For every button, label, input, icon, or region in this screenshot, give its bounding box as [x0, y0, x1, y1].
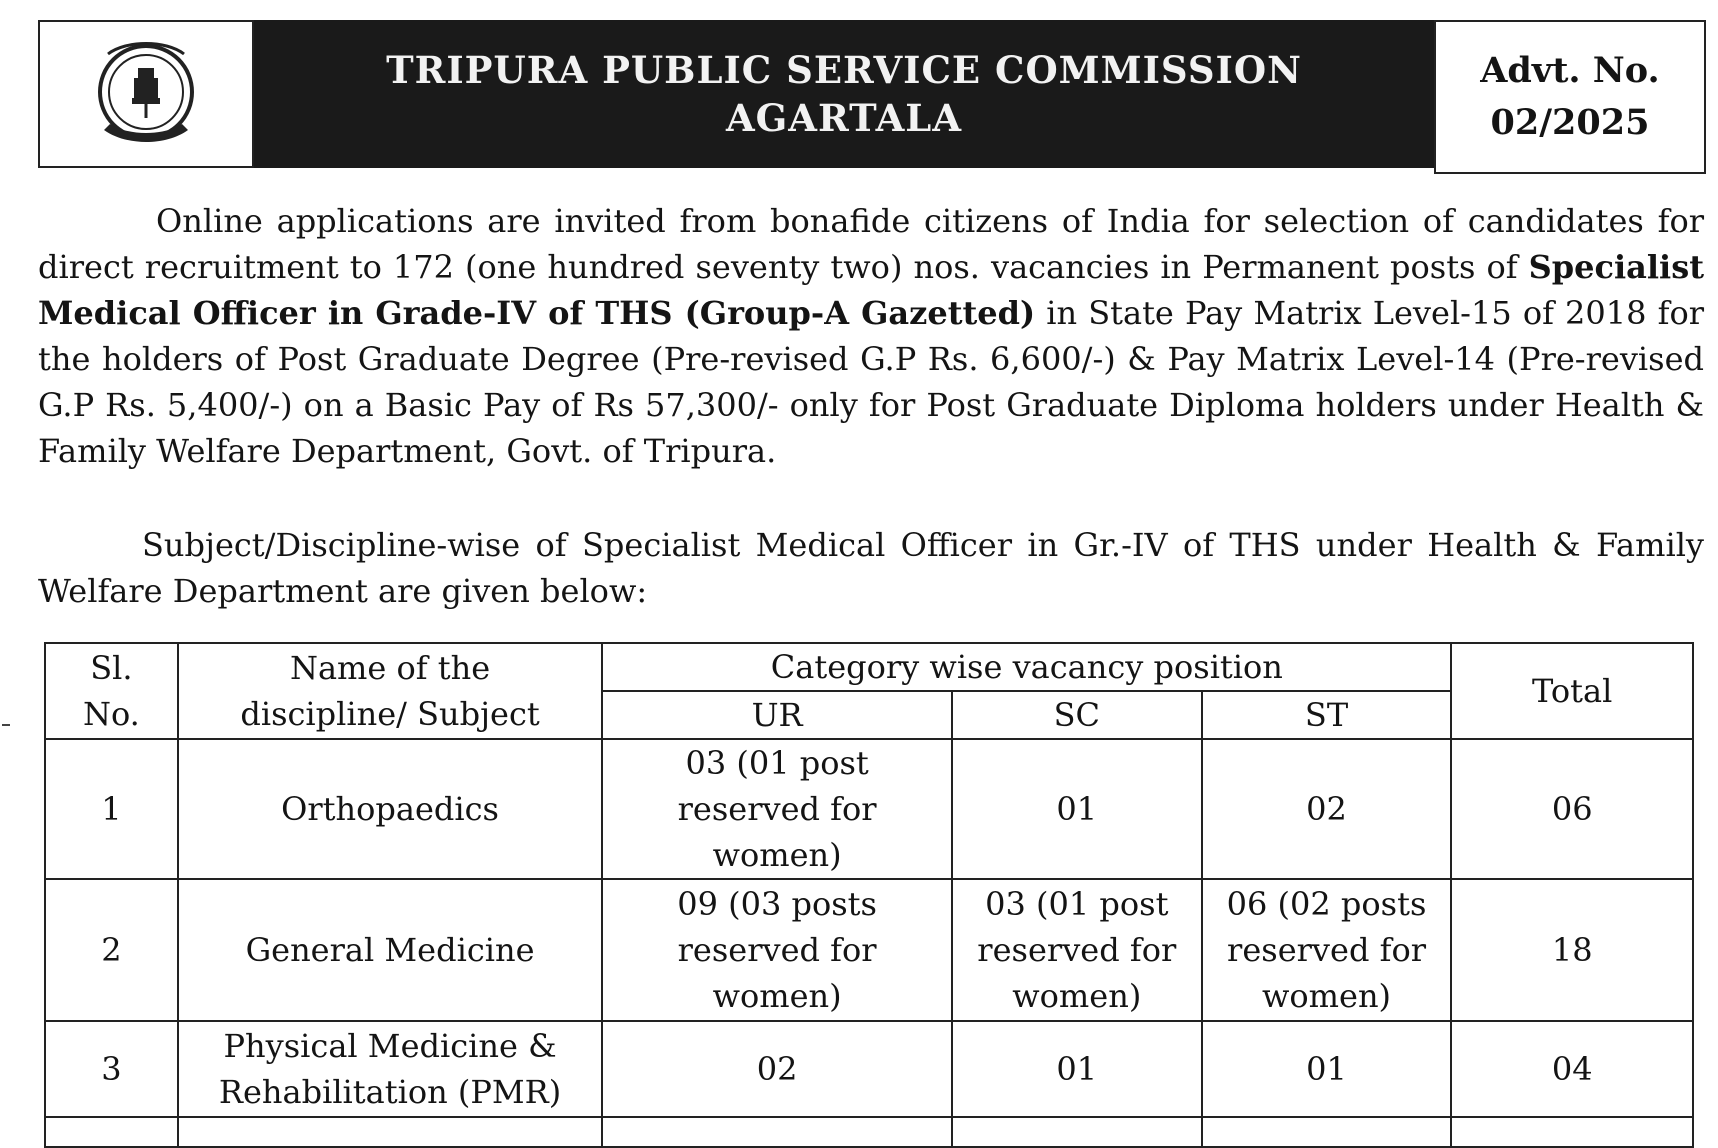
- sl-no-header: Sl. No.: [45, 643, 178, 739]
- st-header: ST: [1202, 691, 1452, 739]
- discipline-cell: Orthopaedics: [178, 739, 602, 879]
- discipline-cell: Physical Medicine & Rehabilitation (PMR): [178, 1021, 602, 1117]
- table-row: [45, 1021, 1693, 1117]
- emblem-icon: [86, 34, 206, 154]
- sl-cell: 2: [45, 879, 178, 1021]
- advt-number: 02/2025: [1490, 102, 1650, 143]
- discipline-header: Name of the discipline/ Subject: [178, 643, 602, 739]
- intro-text-start: Online applications are invited from bonafide citizens of India for selection of candidates for direct recruitment to 172 (one hundred seventy two) nos. vacancies in Permanent posts of: [38, 202, 1704, 286]
- sc-cell: 01: [952, 739, 1202, 879]
- sc-cell: 01: [952, 1021, 1202, 1117]
- category-header: Category wise vacancy position: [602, 643, 1451, 691]
- margin-mark: [2, 724, 10, 726]
- commission-title-band: [254, 20, 1434, 168]
- sl-cell: 3: [45, 1021, 178, 1117]
- discipline-cell: General Medicine: [178, 879, 602, 1021]
- total-cell: 06: [1451, 739, 1693, 879]
- subject-intro-text: Subject/Discipline-wise of Specialist Medical Officer in Gr.-IV of THS under Health & Family Welfare Department are given below:: [38, 526, 1704, 610]
- table-header-row: [45, 643, 1693, 691]
- ur-header: UR: [602, 691, 952, 739]
- subject-intro-paragraph: [38, 522, 1704, 614]
- table-row-partial: [45, 1117, 1693, 1147]
- st-cell: 02: [1202, 739, 1452, 879]
- commission-city: AGARTALA: [725, 96, 963, 140]
- ur-cell: 09 (03 posts reserved for women): [602, 879, 952, 1021]
- sc-cell: 03 (01 post reserved for women): [952, 879, 1202, 1021]
- document-header: [38, 20, 1706, 170]
- commission-name: TRIPURA PUBLIC SERVICE COMMISSION: [386, 48, 1302, 92]
- intro-text-end: in State Pay Matrix Level-15 of 2018 for the holders of Post Graduate Degree (Pre-revised G.P Rs. 6,600/-) & Pay Matrix Level-14 (Pre-revised G.P Rs. 5,400/-) on a Basic Pay of Rs 57,300/- only for Post Graduate Diploma holders under Health & Family Welfare Department, Govt. of Tripura.: [38, 294, 1705, 470]
- total-header: Total: [1451, 643, 1693, 739]
- emblem-logo-box: [38, 20, 254, 168]
- total-cell: 18: [1451, 879, 1693, 1021]
- intro-paragraph: [38, 198, 1704, 474]
- st-cell: 01: [1202, 1021, 1452, 1117]
- total-cell: 04: [1451, 1021, 1693, 1117]
- vacancy-table: [44, 642, 1694, 1148]
- post-name-bold: Specialist Medical Officer in Grade-IV of THS (Group-A Gazetted): [38, 248, 1704, 332]
- sc-header: SC: [952, 691, 1202, 739]
- ur-cell: 02: [602, 1021, 952, 1117]
- sl-cell: 1: [45, 739, 178, 879]
- advt-label: Advt. No.: [1480, 50, 1660, 91]
- table-row: [45, 739, 1693, 879]
- advertisement-number-box: [1434, 20, 1706, 174]
- ur-cell: 03 (01 post reserved for women): [602, 739, 952, 879]
- table-row: [45, 879, 1693, 1021]
- st-cell: 06 (02 posts reserved for women): [1202, 879, 1452, 1021]
